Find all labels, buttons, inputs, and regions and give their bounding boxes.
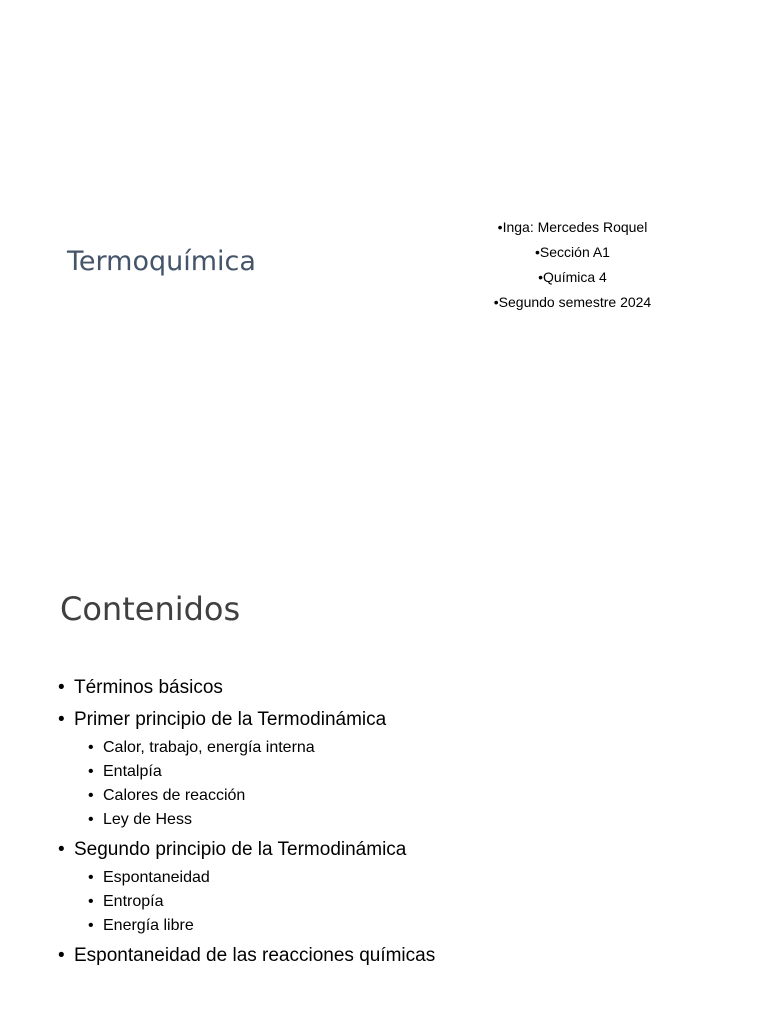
- contents-title: Contenidos: [60, 590, 241, 628]
- sub-list-item: [88, 784, 435, 808]
- contents-slide: [0, 512, 768, 1024]
- course-line: •Química 4: [538, 269, 607, 285]
- sub-list-item: [88, 866, 435, 890]
- bullet-icon: •: [58, 677, 65, 698]
- bullet-icon: •: [88, 811, 94, 828]
- instructor-line: •Inga: Mercedes Roquel: [497, 219, 648, 235]
- list-item: [58, 704, 435, 832]
- course-info-list: [470, 215, 675, 315]
- bullet-icon: •: [58, 945, 65, 966]
- list-item-label: Primer principio de la Termodinámica: [74, 709, 387, 730]
- sub-list-item: [88, 808, 435, 832]
- sub-item-label: Entropía: [103, 893, 164, 910]
- bullet-icon: •: [58, 709, 65, 730]
- slide-title: Termoquímica: [67, 246, 256, 277]
- bullet-icon: •: [88, 787, 94, 804]
- bullet-icon: •: [58, 839, 65, 860]
- bullet-icon: •: [88, 917, 94, 934]
- sub-list-item: [88, 736, 435, 760]
- list-item: [58, 672, 435, 704]
- sub-item-label: Calores de reacción: [103, 787, 246, 804]
- sub-item-label: Entalpía: [103, 763, 162, 780]
- contents-list: [58, 672, 435, 972]
- sub-list-item: [88, 890, 435, 914]
- list-item: [58, 940, 435, 972]
- bullet-icon: •: [88, 869, 94, 886]
- list-item-label: Espontaneidad de las reacciones químicas: [74, 945, 436, 966]
- sub-list: [74, 866, 435, 938]
- bullet-icon: •: [88, 739, 94, 756]
- list-item-label: Segundo principio de la Termodinámica: [74, 839, 407, 860]
- sub-item-label: Energía libre: [103, 917, 194, 934]
- semester-line: •Segundo semestre 2024: [493, 294, 652, 310]
- sub-item-label: Calor, trabajo, energía interna: [103, 739, 315, 756]
- sub-list-item: [88, 914, 435, 938]
- sub-list: [74, 736, 435, 832]
- list-item-label: Términos básicos: [74, 677, 223, 698]
- bullet-icon: •: [88, 763, 94, 780]
- sub-list-item: [88, 760, 435, 784]
- list-item: [58, 834, 435, 938]
- bullet-icon: •: [88, 893, 94, 910]
- section-line: •Sección A1: [535, 244, 610, 260]
- sub-item-label: Ley de Hess: [103, 811, 192, 828]
- sub-item-label: Espontaneidad: [103, 869, 210, 886]
